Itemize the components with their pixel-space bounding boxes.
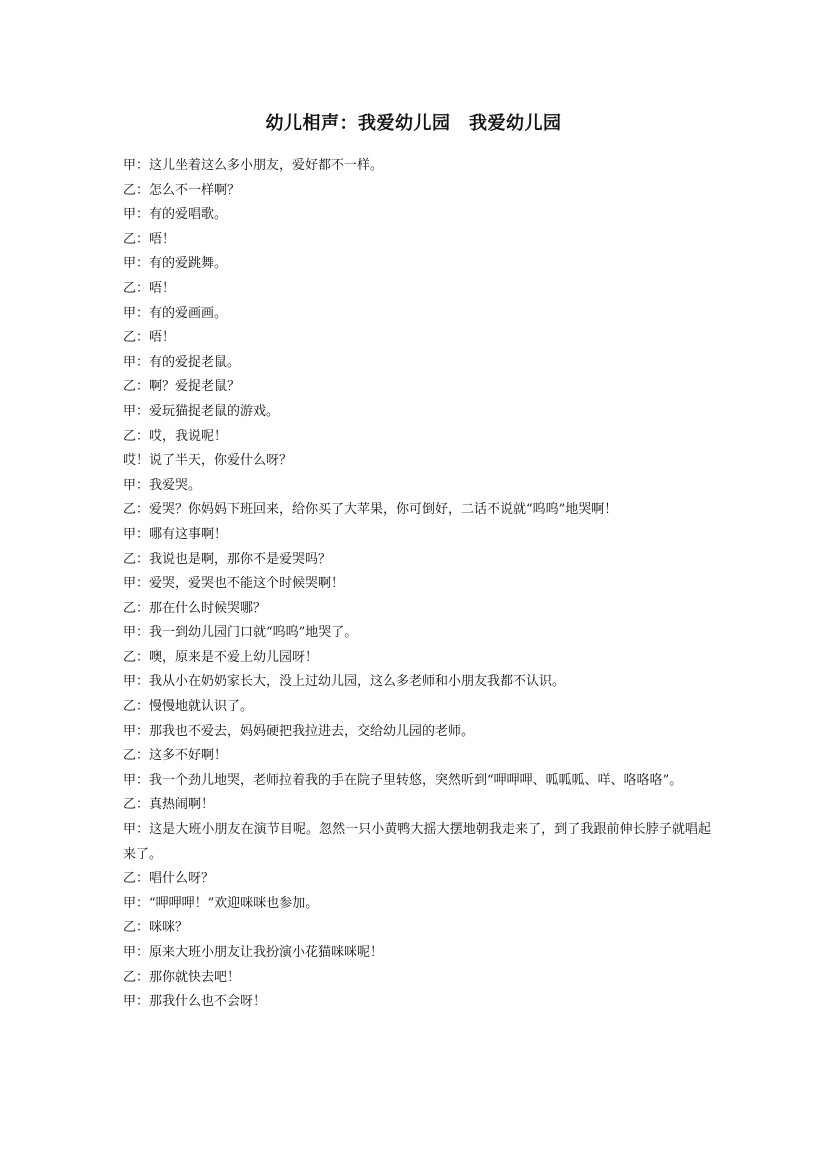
dialogue-line: 乙：咪咪？	[123, 920, 189, 936]
dialogue-line: 甲：我爱哭。	[123, 477, 202, 493]
dialogue-line: 乙：爱哭？你妈妈下班回来，给你买了大苹果，你可倒好，二话不说就“呜呜”地哭啊！	[123, 502, 618, 518]
dialogue-line: 甲：有的爱跳舞。	[123, 256, 228, 272]
dialogue-line: 乙：唱什么呀？	[123, 871, 215, 887]
dialogue-line: 甲：哪有这事啊！	[123, 526, 228, 542]
dialogue-line: 甲：那我也不爱去，妈妈硬把我拉进去，交给幼儿园的老师。	[123, 723, 475, 739]
dialogue-line: 甲：那我什么也不会呀！	[123, 994, 267, 1010]
dialogue-line: 乙：我说也是啊，那你不是爱哭吗？	[123, 551, 332, 567]
dialogue-line: 乙：慢慢地就认识了。	[123, 699, 254, 715]
dialogue-line: 乙：那你就快去吧！	[123, 969, 241, 985]
dialogue-line: 甲：有的爱唱歌。	[123, 207, 228, 223]
dialogue-line: 乙：那在什么时候哭哪？	[123, 600, 267, 616]
dialogue-line: 乙：唔！	[123, 330, 176, 346]
dialogue-line: 乙：唔！	[123, 231, 176, 247]
dialogue-line: 乙：真热闹啊！	[123, 797, 215, 813]
dialogue-line: 甲：有的爱捉老鼠。	[123, 354, 241, 370]
dialogue-line: 甲：爱哭，爱哭也不能这个时候哭啊！	[123, 576, 345, 592]
dialogue-line: 哎！说了半天，你爱什么呀？	[123, 453, 293, 469]
dialogue-line: 乙：噢，原来是不爱上幼儿园呀！	[123, 649, 319, 665]
dialogue-line: 乙：唔！	[123, 280, 176, 296]
dialogue-line: 甲：原来大班小朋友让我扮演小花猫咪咪呢！	[123, 945, 384, 960]
dialogue-line: 甲：我从小在奶奶家长大，没上过幼儿园，这么多老师和小朋友我都不认识。	[123, 674, 566, 690]
dialogue-line: 甲：我一个劲儿地哭，老师拉着我的手在院子里转悠，突然听到“呷呷呷、呱呱呱、咩、咯咯咯”。	[123, 772, 683, 788]
dialogue-line: 乙：啊？爱捉老鼠？	[123, 379, 241, 395]
dialogue-line: 乙：怎么不一样啊？	[123, 182, 241, 198]
dialogue-line: 甲：爱玩猫捉老鼠的游戏。	[123, 403, 280, 419]
dialogue-line: 甲：“呷呷呷！”欢迎咪咪也参加。	[123, 895, 319, 911]
dialogue-line: 甲：这是大班小朋友在演节目呢。忽然一只小黄鸭大摇大摆地朝我走来了，到了我跟前伸长脖子就唱起来了。	[123, 822, 711, 862]
dialogue-line: 乙：哎，我说呢！	[123, 428, 228, 444]
page-title: 幼儿相声：我爱幼儿园 我爱幼儿园	[265, 113, 562, 134]
dialogue-line: 甲：我一到幼儿园门口就“呜呜”地哭了。	[123, 625, 358, 641]
dialogue-line: 乙：这多不好啊！	[123, 748, 228, 764]
dialogue-line: 甲：这儿坐着这么多小朋友，爱好都不一样。	[123, 158, 384, 173]
dialogue-body	[123, 154, 711, 1015]
dialogue-line: 甲：有的爱画画。	[123, 305, 228, 321]
